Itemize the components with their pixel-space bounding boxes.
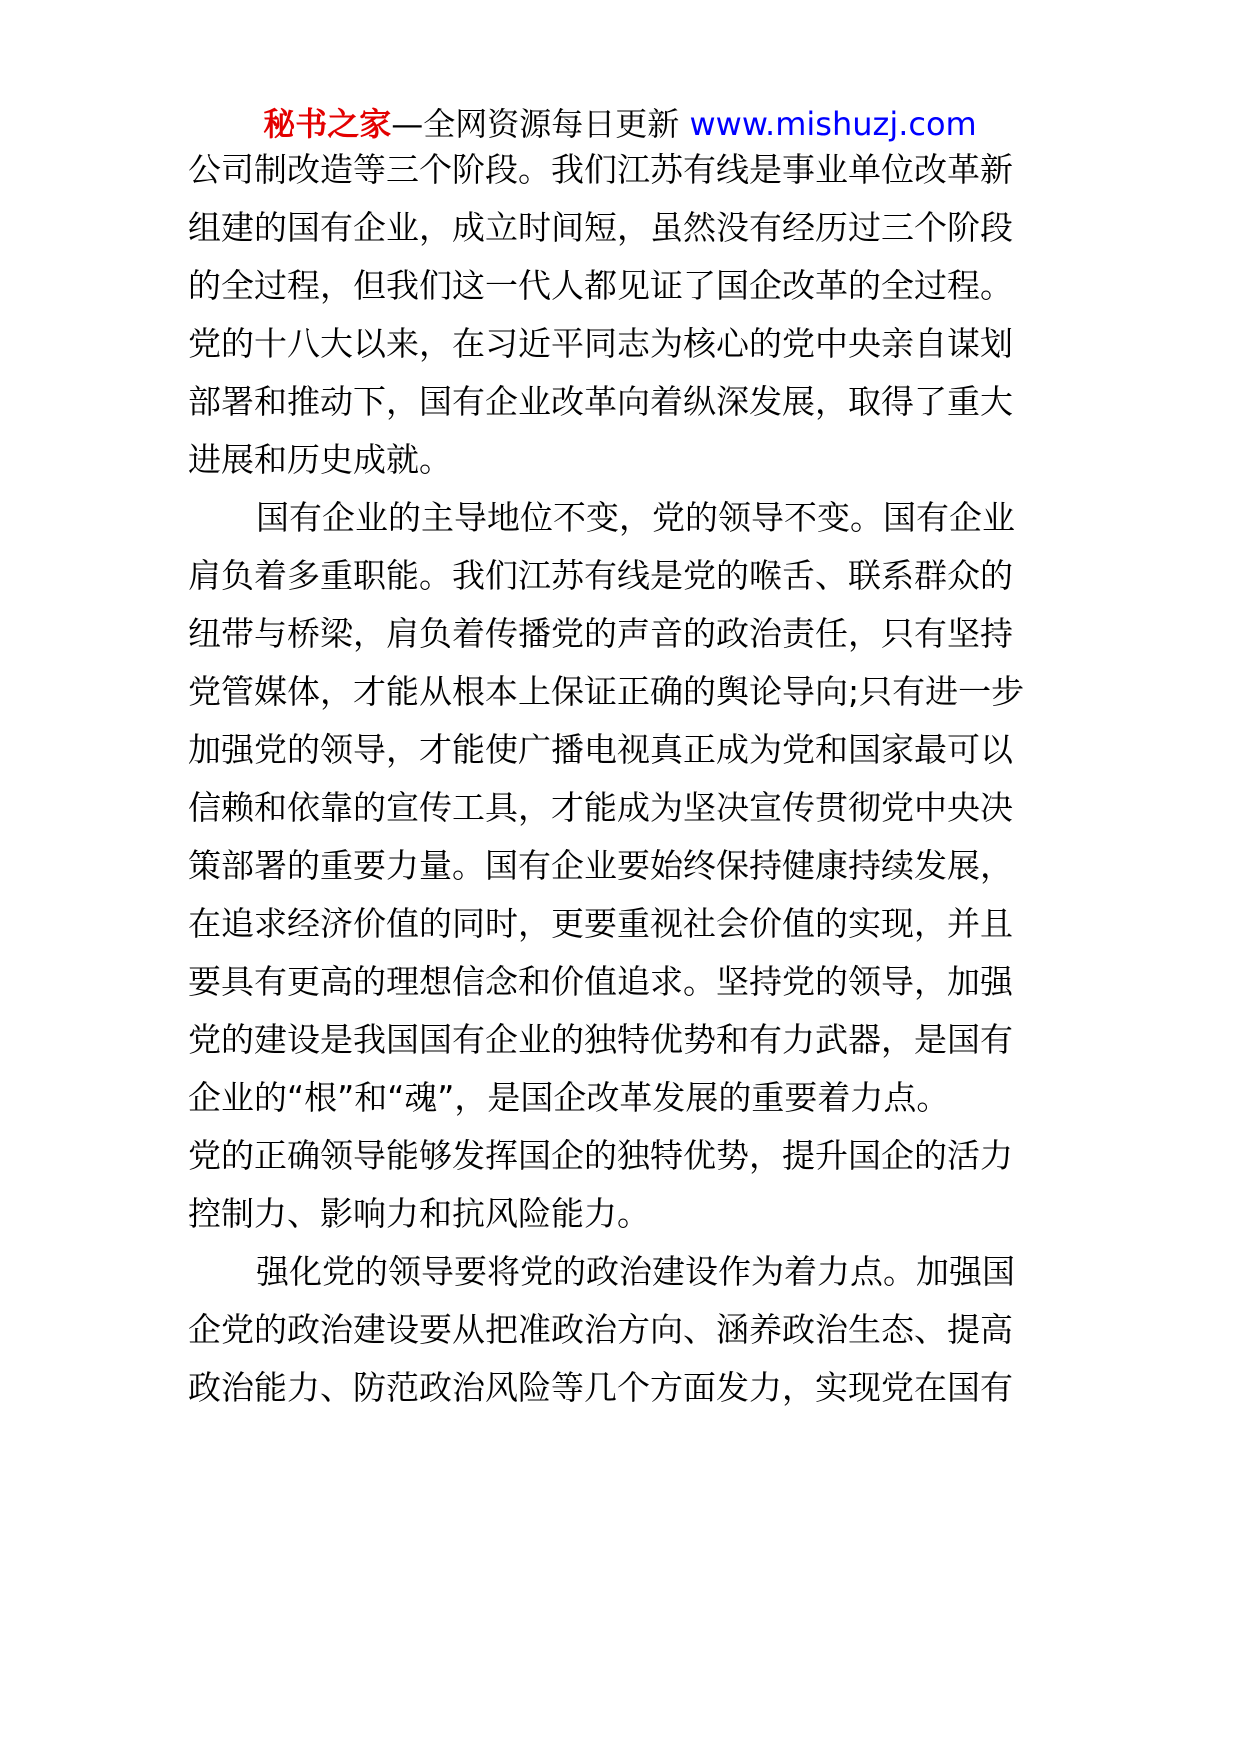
- body-line: 党的十八大以来，在习近平同志为核心的党中央亲自谋划: [188, 324, 1013, 363]
- body-line: 信赖和依靠的宣传工具，才能成为坚决宣传贯彻党中央决: [188, 788, 1013, 827]
- site-tagline: —全网资源每日更新: [391, 105, 680, 143]
- body-line: 在追求经济价值的同时，更要重视社会价值的实现，并且: [188, 904, 1013, 943]
- body-line: 党的正确领导能够发挥国企的独特优势，提升国企的活力: [188, 1136, 1013, 1175]
- site-url-link[interactable]: www.mishuzj.com: [689, 105, 977, 143]
- body-line: 的全过程，但我们这一代人都见证了国企改革的全过程。: [188, 266, 1013, 305]
- body-line: 企业的“根”和“魂”，是国企改革发展的重要着力点。: [188, 1078, 950, 1117]
- body-line: 要具有更高的理想信念和价值追求。坚持党的领导，加强: [188, 962, 1013, 1001]
- paragraph-first-line: 国有企业的主导地位不变，党的领导不变。国有企业: [256, 498, 1015, 537]
- body-line: 控制力、影响力和抗风险能力。: [188, 1194, 650, 1233]
- body-line: 加强党的领导，才能使广播电视真正成为党和国家最可以: [188, 730, 1013, 769]
- body-line: 政治能力、防范政治风险等几个方面发力，实现党在国有: [188, 1368, 1013, 1407]
- body-line: 公司制改造等三个阶段。我们江苏有线是事业单位改革新: [188, 150, 1013, 189]
- body-line: 纽带与桥梁，肩负着传播党的声音的政治责任，只有坚持: [188, 614, 1013, 653]
- body-line: 企党的政治建设要从把准政治方向、涵养政治生态、提高: [188, 1310, 1013, 1349]
- body-line: 党管媒体，才能从根本上保证正确的舆论导向;只有进一步: [188, 672, 1025, 711]
- site-brand: 秘书之家: [263, 105, 392, 143]
- body-line: 部署和推动下，国有企业改革向着纵深发展，取得了重大: [188, 382, 1013, 421]
- body-line: 组建的国有企业，成立时间短，虽然没有经历过三个阶段: [188, 208, 1013, 247]
- body-line: 党的建设是我国国有企业的独特优势和有力武器，是国有: [188, 1020, 1013, 1059]
- body-line: 策部署的重要力量。国有企业要始终保持健康持续发展，: [188, 846, 1013, 885]
- body-line: 进展和历史成就。: [188, 440, 452, 479]
- body-line: 肩负着多重职能。我们江苏有线是党的喉舌、联系群众的: [188, 556, 1013, 595]
- paragraph-first-line: 强化党的领导要将党的政治建设作为着力点。加强国: [256, 1252, 1015, 1291]
